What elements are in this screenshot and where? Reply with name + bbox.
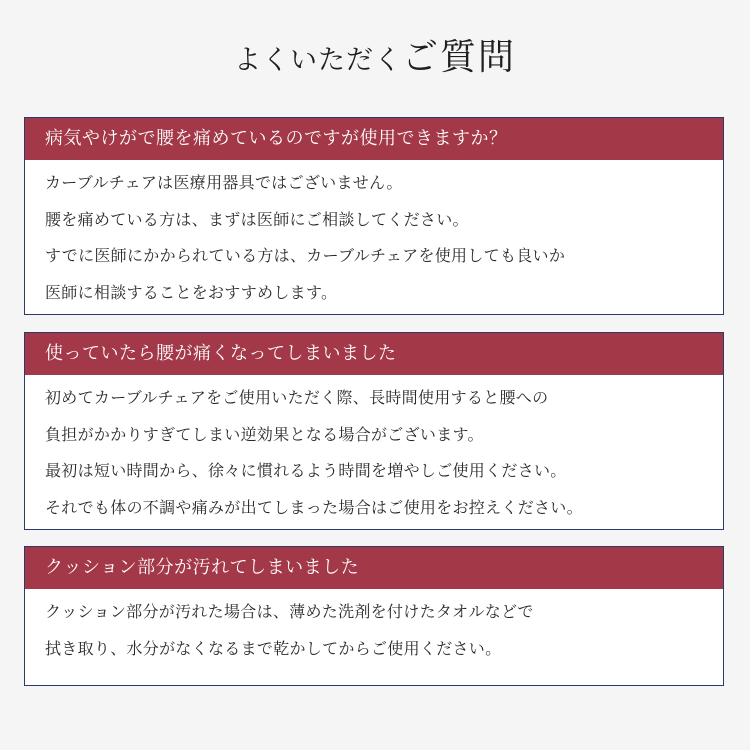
faq-answer: [25, 589, 723, 667]
faq-answer-line: 腰を痛めている方は、まずは医師にご相談してください。: [45, 209, 469, 229]
faq-answer-line: 拭き取り、水分がなくなるまで乾かしてからご使用ください。: [45, 638, 502, 658]
faq-answer-line: 最初は短い時間から、徐々に慣れるよう時間を増やしご使用ください。: [45, 461, 567, 480]
faq-item-cushion-dirty: [24, 546, 724, 686]
faq-answer: [25, 375, 723, 526]
faq-question: 使っていたら腰が痛くなってしまいました: [25, 333, 723, 375]
faq-answer: [25, 160, 723, 311]
faq-item-back-pain: [24, 117, 724, 315]
page-title-main: ご質問: [401, 37, 516, 78]
faq-answer-line: 医師に相談することをおすすめします。: [45, 282, 338, 302]
faq-answer-line: 初めてカーブルチェアをご使用いただく際、長時間使用すると腰への: [45, 388, 549, 407]
faq-question: クッション部分が汚れてしまいました: [25, 547, 723, 589]
faq-question: 病気やけがで腰を痛めているのですが使用できますか？: [25, 118, 723, 160]
page-title-prefix: よくいただく: [233, 45, 402, 76]
page-title: [0, 34, 750, 88]
faq-answer-line: それでも体の不調や痛みが出てしまった場合はご使用をお控えください。: [45, 497, 583, 517]
faq-answer-line: 負担がかかりすぎてしまい逆効果となる場合がございます。: [45, 424, 484, 444]
faq-answer-line: カーブルチェアは医療用器具ではございません。: [45, 173, 403, 192]
faq-answer-line: すでに医師にかかられている方は、カーブルチェアを使用しても良いか: [45, 246, 566, 265]
faq-item-pain-after-use: [24, 332, 724, 530]
faq-answer-line: クッション部分が汚れた場合は、薄めた洗剤を付けたタオルなどで: [45, 602, 534, 621]
